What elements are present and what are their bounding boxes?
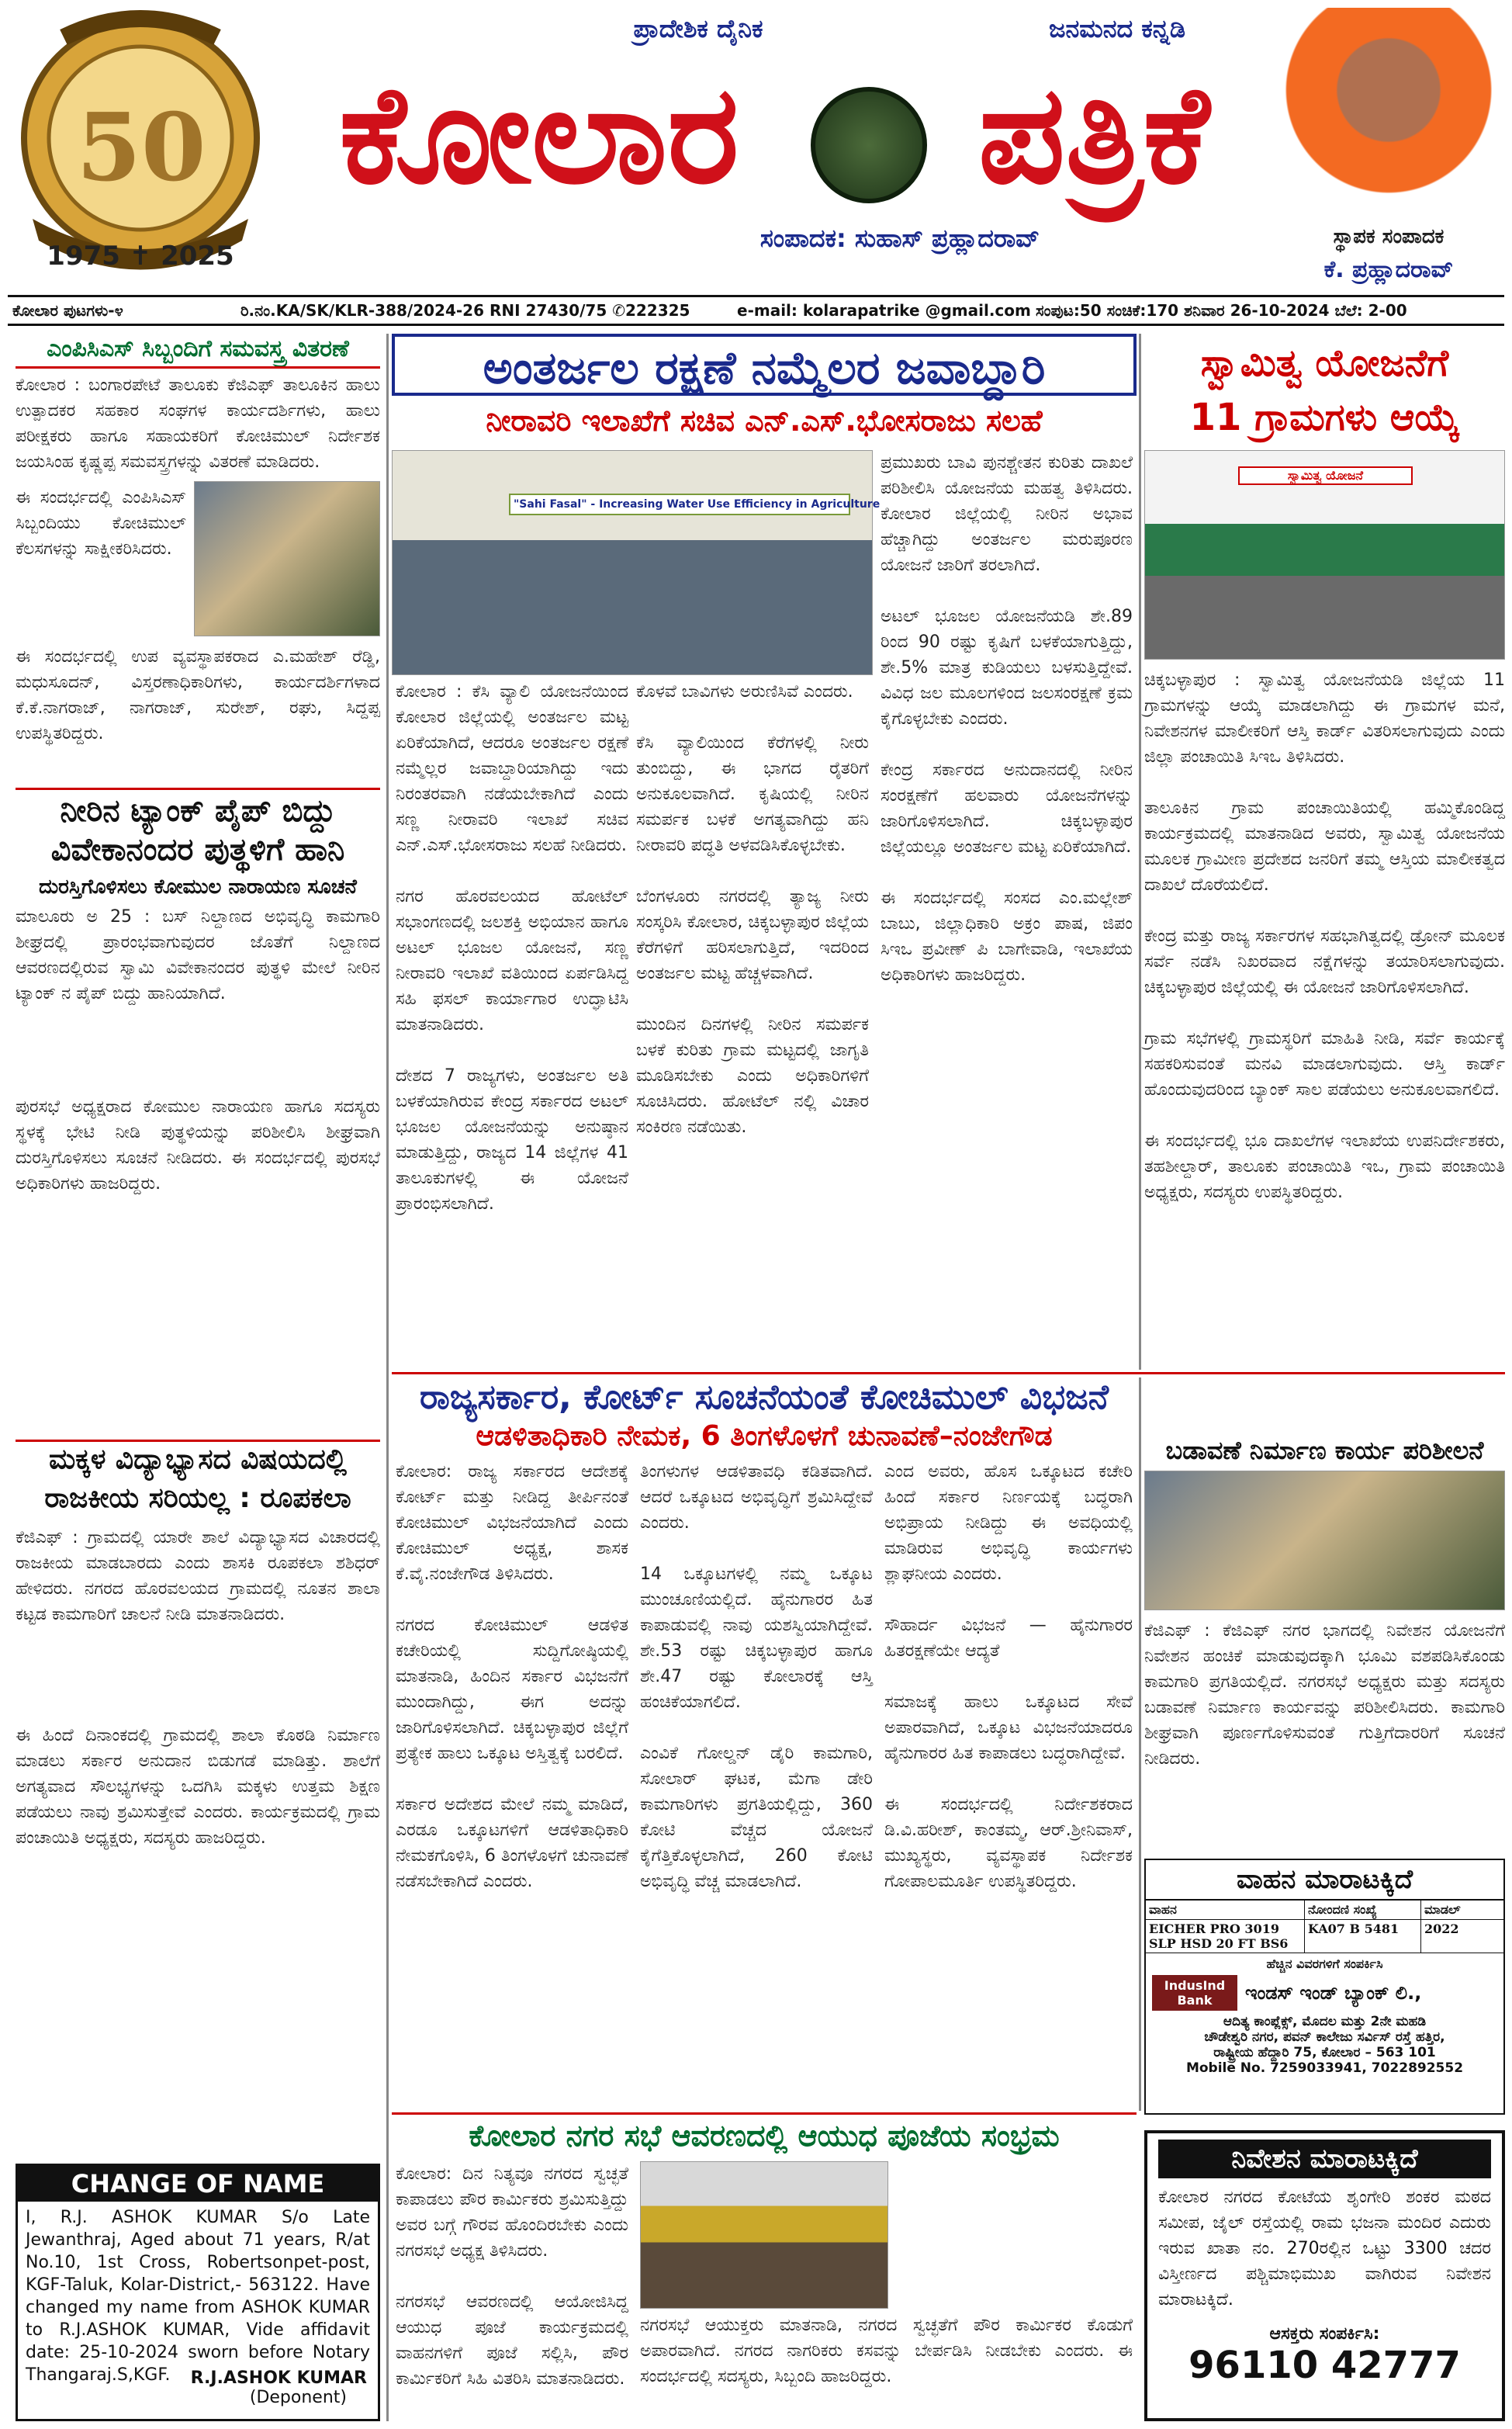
col1-headline2b: ವಿವೇಕಾನಂದರ ಪುತ್ಥಳಿಗೆ ಹಾನಿ <box>50 832 345 868</box>
site-ad-title: ನಿವೇಶನ ಮಾರಾಟಕ್ಕಿದೆ <box>1158 2140 1491 2178</box>
right-headline1: ಸ್ವಾಮಿತ್ವ ಯೋಜನೆಗೆ <box>1200 341 1449 385</box>
founder-title: ಸ್ಥಾಪಕ ಸಂಪಾದಕ <box>1333 225 1445 248</box>
elephant-seal-icon <box>811 87 927 203</box>
change-of-name-deponent: (Deponent) <box>249 2388 347 2407</box>
story3-col2: ತಿಂಗಳುಗಳ ಆಡಳಿತಾವಧಿ ಕಡಿತವಾಗಿದೆ. ಆದರೆ ಒಕ್ಕೂಟದ ಅಭಿವೃದ್ಧಿಗೆ ಶ್ರಮಿಸಿದ್ದೇವೆ ಎಂದರು. 14 ಒಕ್ಕೂಟಗಳಲ್ಲಿ ನಮ್ಮ ಒಕ್ಕೂಟ ಮುಂಚೂಣಿಯಲ್ಲಿದೆ. ಹೈನುಗಾರರ ಹಿತ ಕಾಪಾಡುವಲ್ಲಿ ನಾವು ಯಶಸ್ವಿಯಾಗಿದ್ದೇವೆ. ಶೇ.53 ರಷ್ಟು ಚಿಕ್ಕಬಳ್ಳಾಪುರ ಹಾಗೂ ಶೇ.47 ರಷ್ಟು ಕೋಲಾರಕ್ಕೆ ಆಸ್ತಿ ಹಂಚಿಕೆಯಾಗಲಿದೆ. ಎಂವಿಕೆ ಗೋಲ್ಡನ್ ಡೈರಿ ಕಾಮಗಾರಿ, ಸೋಲಾರ್ ಘಟಕ, ಮೆಗಾ ಡೇರಿ ಕಾಮಗಾರಿಗಳು ಪ್ರಗತಿಯಲ್ಲಿದ್ದು, 360 ಕೋಟಿ ವೆಚ್ಚದ ಯೋಜನೆ ಕೈಗೆತ್ತಿಕೊಳ್ಳಲಾಗಿದೆ, 260 ಕೋಟಿ ಅಭಿವೃದ್ಧಿ ವೆಚ್ಚ ಮಾಡಲಾಗಿದೆ. <box>640 1462 873 1891</box>
main-col2: ಕೊಳವೆ ಬಾವಿಗಳು ಅರುಣಿಸಿವೆ ಎಂದರು. ಕೆಸಿ ವ್ಯಾಲಿಯಿಂದ ಕೆರೆಗಳಲ್ಲಿ ನೀರು ತುಂಬಿದ್ದು, ಈ ಭಾಗದ ರೈತರಿಗೆ ಅನುಕೂಲವಾಗಿದೆ. ಕೃಷಿಯಲ್ಲಿ ನೀರಿನ ಸಮರ್ಪಕ ಬಳಕೆ ಅಗತ್ಯವಾಗಿದ್ದು ಹನಿ ನೀರಾವರಿ ಪದ್ಧತಿ ಅಳವಡಿಸಿಕೊಳ್ಳಬೇಕು. ಬೆಂಗಳೂರು ನಗರದಲ್ಲಿ ತ್ಯಾಜ್ಯ ನೀರು ಸಂಸ್ಕರಿಸಿ ಕೋಲಾರ, ಚಿಕ್ಕಬಳ್ಳಾಪುರ ಜಿಲ್ಲೆಯ ಕೆರೆಗಳಿಗೆ ಹರಿಸಲಾಗುತ್ತಿದೆ, ಇದರಿಂದ ಅಂತರ್ಜಲ ಮಟ್ಟ ಹೆಚ್ಚಳವಾಗಿದೆ. ಮುಂದಿನ ದಿನಗಳಲ್ಲಿ ನೀರಿನ ಸಮರ್ಪಕ ಬಳಕೆ ಕುರಿತು ಗ್ರಾಮ ಮಟ್ಟದಲ್ಲಿ ಜಾಗೃತಿ ಮೂಡಿಸಬೇಕು ಎಂದು ಅಧಿಕಾರಿಗಳಿಗೆ ಸೂಚಿಸಿದರು. ಹೋಟೆಲ್ ನಲ್ಲಿ ವಿಚಾರ ಸಂಕಿರಣ ನಡೆಯಿತು. <box>636 682 869 1137</box>
anniversary-number: 50 <box>76 93 206 203</box>
story4-photo <box>640 2161 888 2309</box>
story3-headline: ರಾಜ್ಯಸರ್ಕಾರ, ಕೋರ್ಟ್ ಸೂಚನೆಯಂತೆ ಕೋಚಿಮುಲ್ ವಿಭಜನೆ <box>419 1377 1109 1417</box>
founder-photo <box>1272 8 1505 213</box>
col1-para3: ಈ ಸಂದರ್ಭದಲ್ಲಿ ಉಪ ವ್ಯವಸ್ಥಾಪಕರಾದ ಎ.ಮಹೇಶ್ ರೆಡ್ಡಿ, ಮಧುಸೂದನ್, ವಿಸ್ತರಣಾಧಿಕಾರಿಗಳು, ಕಾರ್ಯದರ್ಶಿಗಳಾದ ಕೆ.ಕೆ.ನಾಗರಾಜ್, ನಾಗರಾಜ್, ಸುರೇಶ್, ರಘು, ಸಿದ್ದಪ್ಪ ಉಪಸ್ಥಿತರಿದ್ದರು. <box>16 647 386 743</box>
col1-para7: ಈ ಹಿಂದೆ ದಿನಾಂಕದಲ್ಲಿ ಗ್ರಾಮದಲ್ಲಿ ಶಾಲಾ ಕೊಠಡಿ ನಿರ್ಮಾಣ ಮಾಡಲು ಸರ್ಕಾರ ಅನುದಾನ ಬಿಡುಗಡೆ ಮಾಡಿತ್ತು. ಶಾಲೆಗೆ ಅಗತ್ಯವಾದ ಸೌಲಭ್ಯಗಳನ್ನು ಒದಗಿಸಿ ಮಕ್ಕಳು ಉತ್ತಮ ಶಿಕ್ಷಣ ಪಡೆಯಲು ನಾವು ಶ್ರಮಿಸುತ್ತೇವೆ ಎಂದರು. ಕಾರ್ಯಕ್ರಮದಲ್ಲಿ ಗ್ರಾಮ ಪಂಚಾಯಿತಿ ಅಧ್ಯಕ್ಷರು, ಸದಸ್ಯರು ಹಾಜರಿದ್ದರು. <box>16 1726 386 1848</box>
editor-line: ಸಂಪಾದಕ: ಸುಹಾಸ್ ಪ್ರಹ್ಲಾದರಾವ್ <box>759 223 1040 253</box>
issue-details: ಸಂಪುಟ:50 ಸಂಚಿಕೆ:170 ಶನಿವಾರ 26-10-2024 ಬೆಲೆ: 2-00 <box>1036 301 1407 320</box>
change-of-name-box <box>16 2164 380 2421</box>
right-body: ಚಿಕ್ಕಬಳ್ಳಾಪುರ : ಸ್ವಾಮಿತ್ವ ಯೋಜನೆಯಡಿ ಜಿಲ್ಲೆಯ 11 ಗ್ರಾಮಗಳನ್ನು ಆಯ್ಕೆ ಮಾಡಲಾಗಿದ್ದು ಈ ಗ್ರಾಮಗಳ ಮನೆ, ನಿವೇಶನಗಳ ಮಾಲೀಕರಿಗೆ ಆಸ್ತಿ ಕಾರ್ಡ್ ವಿತರಿಸಲಾಗುವುದು ಎಂದು ಜಿಲ್ಲಾ ಪಂಚಾಯಿತಿ ಸಿಇಒ ತಿಳಿಸಿದರು. ತಾಲೂಕಿನ ಗ್ರಾಮ ಪಂಚಾಯಿತಿಯಲ್ಲಿ ಹಮ್ಮಿಕೊಂಡಿದ್ದ ಕಾರ್ಯಕ್ರಮದಲ್ಲಿ ಮಾತನಾಡಿದ ಅವರು, ಸ್ವಾಮಿತ್ವ ಯೋಜನೆಯ ಮೂಲಕ ಗ್ರಾಮೀಣ ಪ್ರದೇಶದ ಜನರಿಗೆ ತಮ್ಮ ಆಸ್ತಿಯ ಮಾಲೀಕತ್ವದ ದಾಖಲೆ ದೊರೆಯಲಿದೆ. ಕೇಂದ್ರ ಮತ್ತು ರಾಜ್ಯ ಸರ್ಕಾರಗಳ ಸಹಭಾಗಿತ್ವದಲ್ಲಿ ಡ್ರೋನ್ ಮೂಲಕ ಸರ್ವೆ ನಡೆಸಿ ನಿಖರವಾದ ನಕ್ಷೆಗಳನ್ನು ತಯಾರಿಸಲಾಗುವುದು. ಚಿಕ್ಕಬಳ್ಳಾಪುರ ಜಿಲ್ಲೆಯಲ್ಲಿ ಈ ಯೋಜನೆ ಜಾರಿಗೊಳಿಸಲಾಗಿದೆ. ಗ್ರಾಮ ಸಭೆಗಳಲ್ಲಿ ಗ್ರಾಮಸ್ಥರಿಗೆ ಮಾಹಿತಿ ನೀಡಿ, ಸರ್ವೆ ಕಾರ್ಯಕ್ಕೆ ಸಹಕರಿಸುವಂತೆ ಮನವಿ ಮಾಡಲಾಗುವುದು. ಆಸ್ತಿ ಕಾರ್ಡ್ ಹೊಂದುವುದರಿಂದ ಬ್ಯಾಂಕ್ ಸಾಲ ಪಡೆಯಲು ಅನುಕೂಲವಾಗಲಿದೆ. ಈ ಸಂದರ್ಭದಲ್ಲಿ ಭೂ ದಾಖಲೆಗಳ ಇಲಾಖೆಯ ಉಪನಿರ್ದೇಶಕರು, ತಹಶೀಲ್ದಾರ್, ತಾಲೂಕು ಪಂಚಾಯಿತಿ ಇಒ, ಗ್ರಾಮ ಪಂಚಾಯಿತಿ ಅಧ್ಯಕ್ಷರು, ಸದಸ್ಯರು ಉಪಸ್ಥಿತರಿದ್ದರು. <box>1144 670 1505 1202</box>
bank-address2: ಚೌಡೇಶ್ವರಿ ನಗರ, ಪವನ್ ಕಾಲೇಜು ಸರ್ವಿಸ್ ರಸ್ತೆ ಹತ್ತಿರ, <box>1204 2029 1445 2045</box>
main-subhead: ನೀರಾವರಿ ಇಲಾಖೆಗೆ ಸಚಿವ ಎನ್.ಎಸ್.ಭೋಸರಾಜು ಸಲಹೆ <box>486 404 1043 438</box>
col1-headline2a: ನೀರಿನ ಟ್ಯಾಂಕ್ ಪೈಪ್ ಬಿದ್ದು <box>60 793 336 829</box>
pages-count: ಕೋಲಾರ ಪುಟಗಳು-೪ <box>12 301 123 320</box>
col1-headline3b: ರಾಜಕೀಯ ಸರಿಯಲ್ಲ : ರೂಪಕಲಾ <box>44 1482 351 1514</box>
site-sale-ad <box>1144 2130 1505 2421</box>
col1-photo <box>194 481 380 636</box>
site-ad-contact: ಆಸಕ್ತರು ಸಂಪರ್ಕಿಸಿ: <box>1269 2324 1380 2344</box>
tagline-right: ಜನಮನದ ಕನ್ನಡಿ <box>1048 14 1185 43</box>
anniversary-years: 1975 ✝ 2025 <box>47 241 234 272</box>
photo-banner-caption: "Sahi Fasal" - Increasing Water Use Efficiency in Agriculture <box>509 494 850 515</box>
vehicle-contact-line: ಹೆಚ್ಚಿನ ವಿವರಗಳಿಗೆ ಸಂಪರ್ಕಿಸಿ <box>1266 1956 1383 1971</box>
site-ad-body: ಕೋಲಾರ ನಗರದ ಕೋಟೆಯ ಶೃಂಗೇರಿ ಶಂಕರ ಮಠದ ಸಮೀಪ, ಜೈಲ್ ರಸ್ತೆಯಲ್ಲಿ ರಾಮ ಭಜನಾ ಮಂದಿರ ಎದುರು ಇರುವ ಖಾತಾ ನಂ. 270ರಲ್ಲಿನ ಒಟ್ಟು 3300 ಚದರ ವಿಸ್ತೀರ್ಣದ ಪಶ್ಚಿಮಾಭಿಮುಖ ವಾಗಿರುವ ನಿವೇಶನ ಮಾರಾಟಕ್ಕಿದೆ. <box>1158 2188 1491 2309</box>
bank-logo: IndusInd Bank <box>1152 1975 1237 2011</box>
email-address: e-mail: kolarapatrike @gmail.com <box>737 301 1031 320</box>
divider <box>16 366 380 369</box>
vehicle-ad-title: ವಾಹನ ಮಾರಾಟಕ್ಕಿದೆ <box>1146 1860 1503 1901</box>
bank-mobile: Mobile No. 7259033941, 7022892552 <box>1185 2060 1464 2076</box>
anniversary-logo <box>17 8 264 275</box>
divider <box>392 2112 1137 2115</box>
col1-para2: ಈ ಸಂದರ್ಭದಲ್ಲಿ ಎಂಪಿಸಿಎಸ್ ಸಿಬ್ಬಂದಿಯು ಕೋಚಿಮುಲ್ ಕೆಲಸಗಳನ್ನು ಸಾಕ್ಷೀಕರಿಸಿದರು. <box>16 488 192 559</box>
founder-name: ಕೆ. ಪ್ರಹ್ಲಾದರಾವ್ <box>1323 256 1454 283</box>
vehicle-cell-model: 2022 <box>1424 1921 1459 1936</box>
right-headline2: 11 ಗ್ರಾಮಗಳು ಆಯ್ಕೆ <box>1189 396 1460 439</box>
divider <box>16 1440 380 1442</box>
main-photo <box>392 450 881 675</box>
story4-col2: ನಗರಸಭೆ ಆಯುಕ್ತರು ಮಾತನಾಡಿ, ನಗರದ ಸ್ವಚ್ಛತೆಗೆ ಪೌರ ಕಾರ್ಮಿಕರ ಕೊಡುಗೆ ಅಪಾರವಾಗಿದೆ. ನಗರದ ನಾಗರಿಕರು ಕಸವನ್ನು ಬೇರ್ಪಡಿಸಿ ನೀಡಬೇಕು ಎಂದರು. ಈ ಸಂದರ್ಭದಲ್ಲಿ ಸದಸ್ಯರು, ಸಿಬ್ಬಂದಿ ಹಾಜರಿದ್ದರು. <box>640 2316 1138 2386</box>
change-of-name-body: I, R.J. ASHOK KUMAR S/o Late Jewanthraj, Aged about 71 years, R/at No.10, 1st Cross, Robertsonpet-post, KGF-Taluk, Kolar-District,- 563122. Have changed my name from ASHOK KUMAR to R.J.ASHOK KUMAR, Vide affidavit date: 25-10-2024 sworn before Notary Thangaraj.S,KGF. <box>26 2208 370 2385</box>
change-of-name-signature: R.J.ASHOK KUMAR <box>190 2368 367 2388</box>
col1-subhead2: ದುರಸ್ತಿಗೊಳಿಸಲು ಕೋಮುಲ ನಾರಾಯಣ ಸೂಚನೆ <box>39 875 357 899</box>
vehicle-header-vehicle: ವಾಹನ <box>1146 1901 1305 1919</box>
right-photo-banner: ಸ್ವಾಮಿತ್ವ ಯೋಜನೆ <box>1238 466 1413 485</box>
main-col1: ಕೋಲಾರ : ಕೆಸಿ ವ್ಯಾಲಿ ಯೋಜನೆಯಿಂದ ಕೋಲಾರ ಜಿಲ್ಲೆಯಲ್ಲಿ ಅಂತರ್ಜಲ ಮಟ್ಟ ಏರಿಕೆಯಾಗಿದೆ, ಆದರೂ ಅಂತರ್ಜಲ ರಕ್ಷಣೆ ನಮ್ಮೆಲ್ಲರ ಜವಾಬ್ದಾರಿಯಾಗಿದ್ದು ಇದು ನಿರಂತರವಾಗಿ ನಡೆಯಬೇಕಾಗಿದೆ ಎಂದು ಸಣ್ಣ ನೀರಾವರಿ ಇಲಾಖೆ ಸಚಿವ ಎನ್.ಎಸ್.ಭೋಸರಾಜು ಸಲಹೆ ನೀಡಿದರು. ನಗರ ಹೊರವಲಯದ ಹೋಟೆಲ್ ಸಭಾಂಗಣದಲ್ಲಿ ಜಲಶಕ್ತಿ ಅಭಿಯಾನ ಹಾಗೂ ಅಟಲ್ ಭೂಜಲ ಯೋಜನೆ, ಸಣ್ಣ ನೀರಾವರಿ ಇಲಾಖೆ ವತಿಯಿಂದ ಏರ್ಪಡಿಸಿದ್ದ ಸಹಿ ಫಸಲ್ ಕಾರ್ಯಾಗಾರ ಉದ್ಘಾಟಿಸಿ ಮಾತನಾಡಿದರು. ದೇಶದ 7 ರಾಜ್ಯಗಳು, ಅಂತರ್ಜಲ ಅತಿ ಬಳಕೆಯಾಗಿರುವ ಕೇಂದ್ರ ಸರ್ಕಾರದ ಅಟಲ್ ಭೂಜಲ ಯೋಜನೆಯನ್ನು ಅನುಷ್ಠಾನ ಮಾಡುತ್ತಿದ್ದು, ರಾಜ್ಯದ 14 ಜಿಲ್ಲೆಗಳ 41 ತಾಲೂಕುಗಳಲ್ಲಿ ಈ ಯೋಜನೆ ಪ್ರಾರಂಭಿಸಲಾಗಿದೆ. <box>396 682 628 1214</box>
registration-number: ರಿ.ನಂ.KA/SK/KLR-388/2024-26 RNI 27430/75 ✆222325 <box>240 301 690 320</box>
title-part2: ಪತ್ರಿಕೆ <box>977 57 1210 214</box>
change-of-name-header: CHANGE OF NAME <box>18 2166 378 2202</box>
column-divider <box>1139 334 1141 1370</box>
col1-headline3a: ಮಕ್ಕಳ ವಿದ್ಯಾಭ್ಯಾಸದ ವಿಷಯದಲ್ಲಿ <box>49 1443 347 1475</box>
right2-photo <box>1144 1471 1505 1610</box>
right2-headline: ಬಡಾವಣೆ ನಿರ್ಮಾಣ ಕಾರ್ಯ ಪರಿಶೀಲನೆ <box>1165 1436 1484 1465</box>
divider <box>392 1372 1505 1374</box>
tagline-left: ಪ್ರಾದೇಶಿಕ ದೈನಿಕ <box>633 14 763 43</box>
column-divider <box>1139 1377 1141 2111</box>
story3-subhead: ಆಡಳಿತಾಧಿಕಾರಿ ನೇಮಕ, 6 ತಿಂಗಳೊಳಗೆ ಚುನಾವಣೆ–ನಂಜೇಗೌಡ <box>476 1420 1053 1452</box>
vehicle-header-regn: ನೋಂದಣಿ ಸಂಖ್ಯೆ <box>1305 1901 1421 1919</box>
story3-col3: ಎಂದ ಅವರು, ಹೊಸ ಒಕ್ಕೂಟದ ಕಚೇರಿ ಹಿಂದೆ ಸರ್ಕಾರ ನಿರ್ಣಯಕ್ಕೆ ಬದ್ಧರಾಗಿ ಅಭಿಪ್ರಾಯ ನೀಡಿದ್ದು ಈ ಅವಧಿಯಲ್ಲಿ ಮಾಡಿರುವ ಅಭಿವೃದ್ಧಿ ಕಾರ್ಯಗಳು ಶ್ಲಾಘನೀಯ ಎಂದರು. ಸೌಹಾರ್ದ ವಿಭಜನೆ — ಹೈನುಗಾರರ ಹಿತರಕ್ಷಣೆಯೇ ಆದ್ಯತೆ ಸಮಾಜಕ್ಕೆ ಹಾಲು ಒಕ್ಕೂಟದ ಸೇವೆ ಅಪಾರವಾಗಿದೆ, ಒಕ್ಕೂಟ ವಿಭಜನೆಯಾದರೂ ಹೈನುಗಾರರ ಹಿತ ಕಾಪಾಡಲು ಬದ್ಧರಾಗಿದ್ದೇವೆ. ಈ ಸಂದರ್ಭದಲ್ಲಿ ನಿರ್ದೇಶಕರಾದ ಡಿ.ವಿ.ಹರೀಶ್, ಕಾಂತಮ್ಮ, ಆರ್.ಶ್ರೀನಿವಾಸ್, ಮುಖ್ಯಸ್ಥರು, ವ್ಯವಸ್ಥಾಪಕ ನಿರ್ದೇಶಕ ಗೋಪಾಲಮೂರ್ತಿ ಉಪಸ್ಥಿತರಿದ್ದರು. <box>884 1462 1133 1891</box>
col1-para1: ಕೋಲಾರ : ಬಂಗಾರಪೇಟೆ ತಾಲೂಕು ಕೆಜಿಎಫ್ ತಾಲೂಕಿನ ಹಾಲು ಉತ್ಪಾದಕರ ಸಹಕಾರ ಸಂಘಗಳ ಕಾರ್ಯದರ್ಶಿಗಳು, ಹಾಲು ಪರೀಕ್ಷಕರು ಹಾಗೂ ಸಹಾಯಕರಿಗೆ ಕೋಚಿಮುಲ್ ನಿರ್ದೇಶಕ ಜಯಸಿಂಹ ಕೃಷ್ಣಪ್ಪ ಸಮವಸ್ತ್ರಗಳನ್ನು ವಿತರಣೆ ಮಾಡಿದರು. <box>16 376 386 472</box>
bank-address3: ರಾಷ್ಟ್ರೀಯ ಹೆದ್ದಾರಿ 75, ಕೋಲಾರ – 563 101 <box>1213 2045 1436 2060</box>
site-ad-phone: 96110 42777 <box>1188 2344 1461 2387</box>
vehicle-cell-regn: KA07 B 5481 <box>1305 1920 1421 1953</box>
main-headline: ಅಂತರ್ಜಲ ರಕ್ಷಣೆ ನಮ್ಮೆಲರ ಜವಾಬ್ದಾರಿ <box>392 334 1137 396</box>
column-divider <box>386 334 389 2421</box>
right2-body: ಕೆಜಿಎಫ್ : ಕೆಜಿಎಫ್ ನಗರ ಭಾಗದಲ್ಲಿ ನಿವೇಶನ ಯೋಜನೆಗೆ ನಿವೇಶನ ಹಂಚಿಕೆ ಮಾಡುವುದಕ್ಕಾಗಿ ಭೂಮಿ ವಶಪಡಿಸಿಕೊಂಡು ಕಾಮಗಾರಿ ಪ್ರಗತಿಯಲ್ಲಿದೆ. ನಗರಸಭೆ ಅಧ್ಯಕ್ಷರು ಮತ್ತು ಸದಸ್ಯರು ಬಡಾವಣೆ ನಿರ್ಮಾಣ ಕಾರ್ಯವನ್ನು ಪರಿಶೀಲಿಸಿದರು. ಕಾಮಗಾರಿ ಶೀಘ್ರವಾಗಿ ಪೂರ್ಣಗೊಳಿಸುವಂತೆ ಗುತ್ತಿಗೆದಾರರಿಗೆ ಸೂಚನೆ ನೀಡಿದರು. <box>1144 1621 1510 1769</box>
story4-headline: ಕೋಲಾರ ನಗರ ಸಭೆ ಆವರಣದಲ್ಲಿ ಆಯುಧ ಪೂಜೆಯ ಸಂಭ್ರಮ <box>469 2119 1060 2153</box>
col1-headline1: ಎಂಪಿಸಿಎಸ್ ಸಿಬ್ಬಂದಿಗೆ ಸಮವಸ್ತ್ರ ವಿತರಣೆ <box>47 335 349 362</box>
col1-para5: ಪುರಸಭೆ ಅಧ್ಯಕ್ಷರಾದ ಕೋಮುಲ ನಾರಾಯಣ ಹಾಗೂ ಸದಸ್ಯರು ಸ್ಥಳಕ್ಕೆ ಭೇಟಿ ನೀಡಿ ಪುತ್ಥಳಿಯನ್ನು ಪರಿಶೀಲಿಸಿ ಶೀಘ್ರವಾಗಿ ದುರಸ್ತಿಗೊಳಿಸಲು ಸೂಚನೆ ನೀಡಿದರು. ಈ ಸಂದರ್ಭದಲ್ಲಿ ಪುರಸಭೆ ಅಧಿಕಾರಿಗಳು ಹಾಜರಿದ್ದರು. <box>16 1097 386 1194</box>
col1-para4: ಮಾಲೂರು ಅ 25 : ಬಸ್ ನಿಲ್ದಾಣದ ಅಭಿವೃದ್ಧಿ ಕಾಮಗಾರಿ ಶೀಘ್ರದಲ್ಲಿ ಪ್ರಾರಂಭವಾಗುವುದರ ಜೊತೆಗೆ ನಿಲ್ದಾಣದ ಆವರಣದಲ್ಲಿರುವ ಸ್ವಾಮಿ ವಿವೇಕಾನಂದರ ಪುತ್ಥಳಿ ಮೇಲೆ ನೀರಿನ ಟ್ಯಾಂಕ್ ನ ಪೈಪ್ ಬಿದ್ದು ಹಾನಿಯಾಗಿದೆ. <box>16 907 386 1003</box>
main-col3: ಪ್ರಮುಖರು ಬಾವಿ ಪುನಶ್ಚೇತನ ಕುರಿತು ದಾಖಲೆ ಪರಿಶೀಲಿಸಿ ಯೋಜನೆಯ ಮಹತ್ವ ತಿಳಿಸಿದರು. ಕೋಲಾರ ಜಿಲ್ಲೆಯಲ್ಲಿ ನೀರಿನ ಅಭಾವ ಹೆಚ್ಚಾಗಿದ್ದು ಅಂತರ್ಜಲ ಮರುಪೂರಣ ಯೋಜನೆ ಜಾರಿಗೆ ತರಲಾಗಿದೆ. ಅಟಲ್ ಭೂಜಲ ಯೋಜನೆಯಡಿ ಶೇ.89 ರಿಂದ 90 ರಷ್ಟು ಕೃಷಿಗೆ ಬಳಕೆಯಾಗುತ್ತಿದ್ದು, ಶೇ.5% ಮಾತ್ರ ಕುಡಿಯಲು ಬಳಸುತ್ತಿದ್ದೇವೆ. ವಿವಿಧ ಜಲ ಮೂಲಗಳಿಂದ ಜಲಸಂರಕ್ಷಣೆ ಕ್ರಮ ಕೈಗೊಳ್ಳಬೇಕು ಎಂದರು. ಕೇಂದ್ರ ಸರ್ಕಾರದ ಅನುದಾನದಲ್ಲಿ ನೀರಿನ ಸಂರಕ್ಷಣೆಗೆ ಹಲವಾರು ಯೋಜನೆಗಳನ್ನು ಜಾರಿಗೊಳಿಸಲಾಗಿದೆ. ಚಿಕ್ಕಬಳ್ಳಾಪುರ ಜಿಲ್ಲೆಯಲ್ಲೂ ಅಂತರ್ಜಲ ಮಟ್ಟ ಏರಿಕೆಯಾಗಿದೆ. ಈ ಸಂದರ್ಭದಲ್ಲಿ ಸಂಸದ ಎಂ.ಮಲ್ಲೇಶ್ ಬಾಬು, ಜಿಲ್ಲಾಧಿಕಾರಿ ಅಕ್ರಂ ಪಾಷ, ಜಿಪಂ ಸಿಇಒ ಪ್ರವೀಣ್ ಪಿ ಬಾಗೇವಾಡಿ, ಇಲಾಖೆಯ ಅಧಿಕಾರಿಗಳು ಹಾಜರಿದ್ದರು. <box>881 453 1133 985</box>
story3-col1: ಕೋಲಾರ: ರಾಜ್ಯ ಸರ್ಕಾರದ ಆದೇಶಕ್ಕೆ ಕೋರ್ಟ್ ಮತ್ತು ನೀಡಿದ್ದ ತೀರ್ಪಿನಂತೆ ಕೋಚಿಮುಲ್ ವಿಭಜನೆಯಾಗಿದೆ ಎಂದು ಕೋಚಿಮುಲ್ ಅಧ್ಯಕ್ಷ, ಶಾಸಕ ಕೆ.ವೈ.ನಂಜೇಗೌಡ ತಿಳಿಸಿದರು. ನಗರದ ಕೋಚಿಮುಲ್ ಆಡಳಿತ ಕಚೇರಿಯಲ್ಲಿ ಸುದ್ದಿಗೋಷ್ಠಿಯಲ್ಲಿ ಮಾತನಾಡಿ, ಹಿಂದಿನ ಸರ್ಕಾರ ವಿಭಜನೆಗೆ ಮುಂದಾಗಿದ್ದು, ಈಗ ಅದನ್ನು ಜಾರಿಗೊಳಿಸಲಾಗಿದೆ. ಚಿಕ್ಕಬಳ್ಳಾಪುರ ಜಿಲ್ಲೆಗೆ ಪ್ರತ್ಯೇಕ ಹಾಲು ಒಕ್ಕೂಟ ಅಸ್ತಿತ್ವಕ್ಕೆ ಬರಲಿದೆ. ಸರ್ಕಾರ ಅದೇಶದ ಮೇಲೆ ನಮ್ಮ ಮಾಡಿದೆ, ಎರಡೂ ಒಕ್ಕೂಟಗಳಿಗೆ ಆಡಳಿತಾಧಿಕಾರಿ ನೇಮಕಗೊಳಿಸಿ, 6 ತಿಂಗಳೊಳಗೆ ಚುನಾವಣೆ ನಡೆಸಬೇಕಾಗಿದೆ ಎಂದರು. <box>396 1462 628 1891</box>
vehicle-cell-name: EICHER PRO 3019 SLP HSD 20 FT BS6 <box>1146 1920 1305 1953</box>
bank-name: ಇಂಡಸ್ ಇಂಡ್ ಬ್ಯಾಂಕ್ ಲಿ., <box>1245 1982 1422 2004</box>
info-bar <box>8 295 1504 326</box>
bank-address1: ಆದಿತ್ಯ ಕಾಂಪ್ಲೆಕ್ಸ್, ಮೊದಲ ಮತ್ತು 2ನೇ ಮಹಡಿ <box>1223 2014 1427 2029</box>
col1-para6: ಕೆಜಿಎಫ್ : ಗ್ರಾಮದಲ್ಲಿ ಯಾರೇ ಶಾಲೆ ವಿದ್ಯಾಭ್ಯಾಸದ ವಿಚಾರದಲ್ಲಿ ರಾಜಕೀಯ ಮಾಡಬಾರದು ಎಂದು ಶಾಸಕಿ ರೂಪಕಲಾ ಶಶಿಧರ್ ಹೇಳಿದರು. ನಗರದ ಹೊರವಲಯದ ಗ್ರಾಮದಲ್ಲಿ ನೂತನ ಶಾಲಾ ಕಟ್ಟಡ ಕಾಮಗಾರಿಗೆ ಚಾಲನೆ ನೀಡಿ ಮಾತನಾಡಿದರು. <box>16 1528 386 1624</box>
story4-col1: ಕೋಲಾರ: ದಿನ ನಿತ್ಯವೂ ನಗರದ ಸ್ವಚ್ಛತೆ ಕಾಪಾಡಲು ಪೌರ ಕಾರ್ಮಿಕರು ಶ್ರಮಿಸುತ್ತಿದ್ದು ಅವರ ಬಗ್ಗೆ ಗೌರವ ಹೊಂದಿರಬೇಕು ಎಂದು ನಗರಸಭೆ ಅಧ್ಯಕ್ಷ ತಿಳಿಸಿದರು. ನಗರಸಭೆ ಆವರಣದಲ್ಲಿ ಆಯೋಜಿಸಿದ್ದ ಆಯುಧ ಪೂಜೆ ಕಾರ್ಯಕ್ರಮದಲ್ಲಿ ವಾಹನಗಳಿಗೆ ಪೂಜೆ ಸಲ್ಲಿಸಿ, ಪೌರ ಕಾರ್ಮಿಕರಿಗೆ ಸಿಹಿ ವಿತರಿಸಿ ಮಾತನಾಡಿದರು. <box>396 2164 628 2389</box>
divider <box>16 788 380 790</box>
vehicle-sale-ad <box>1144 1859 1505 2115</box>
vehicle-header-model: ಮಾಡಲ್ <box>1424 1902 1461 1917</box>
right-photo <box>1144 450 1505 660</box>
title-part1: ಕೋಲಾರ <box>339 57 739 214</box>
